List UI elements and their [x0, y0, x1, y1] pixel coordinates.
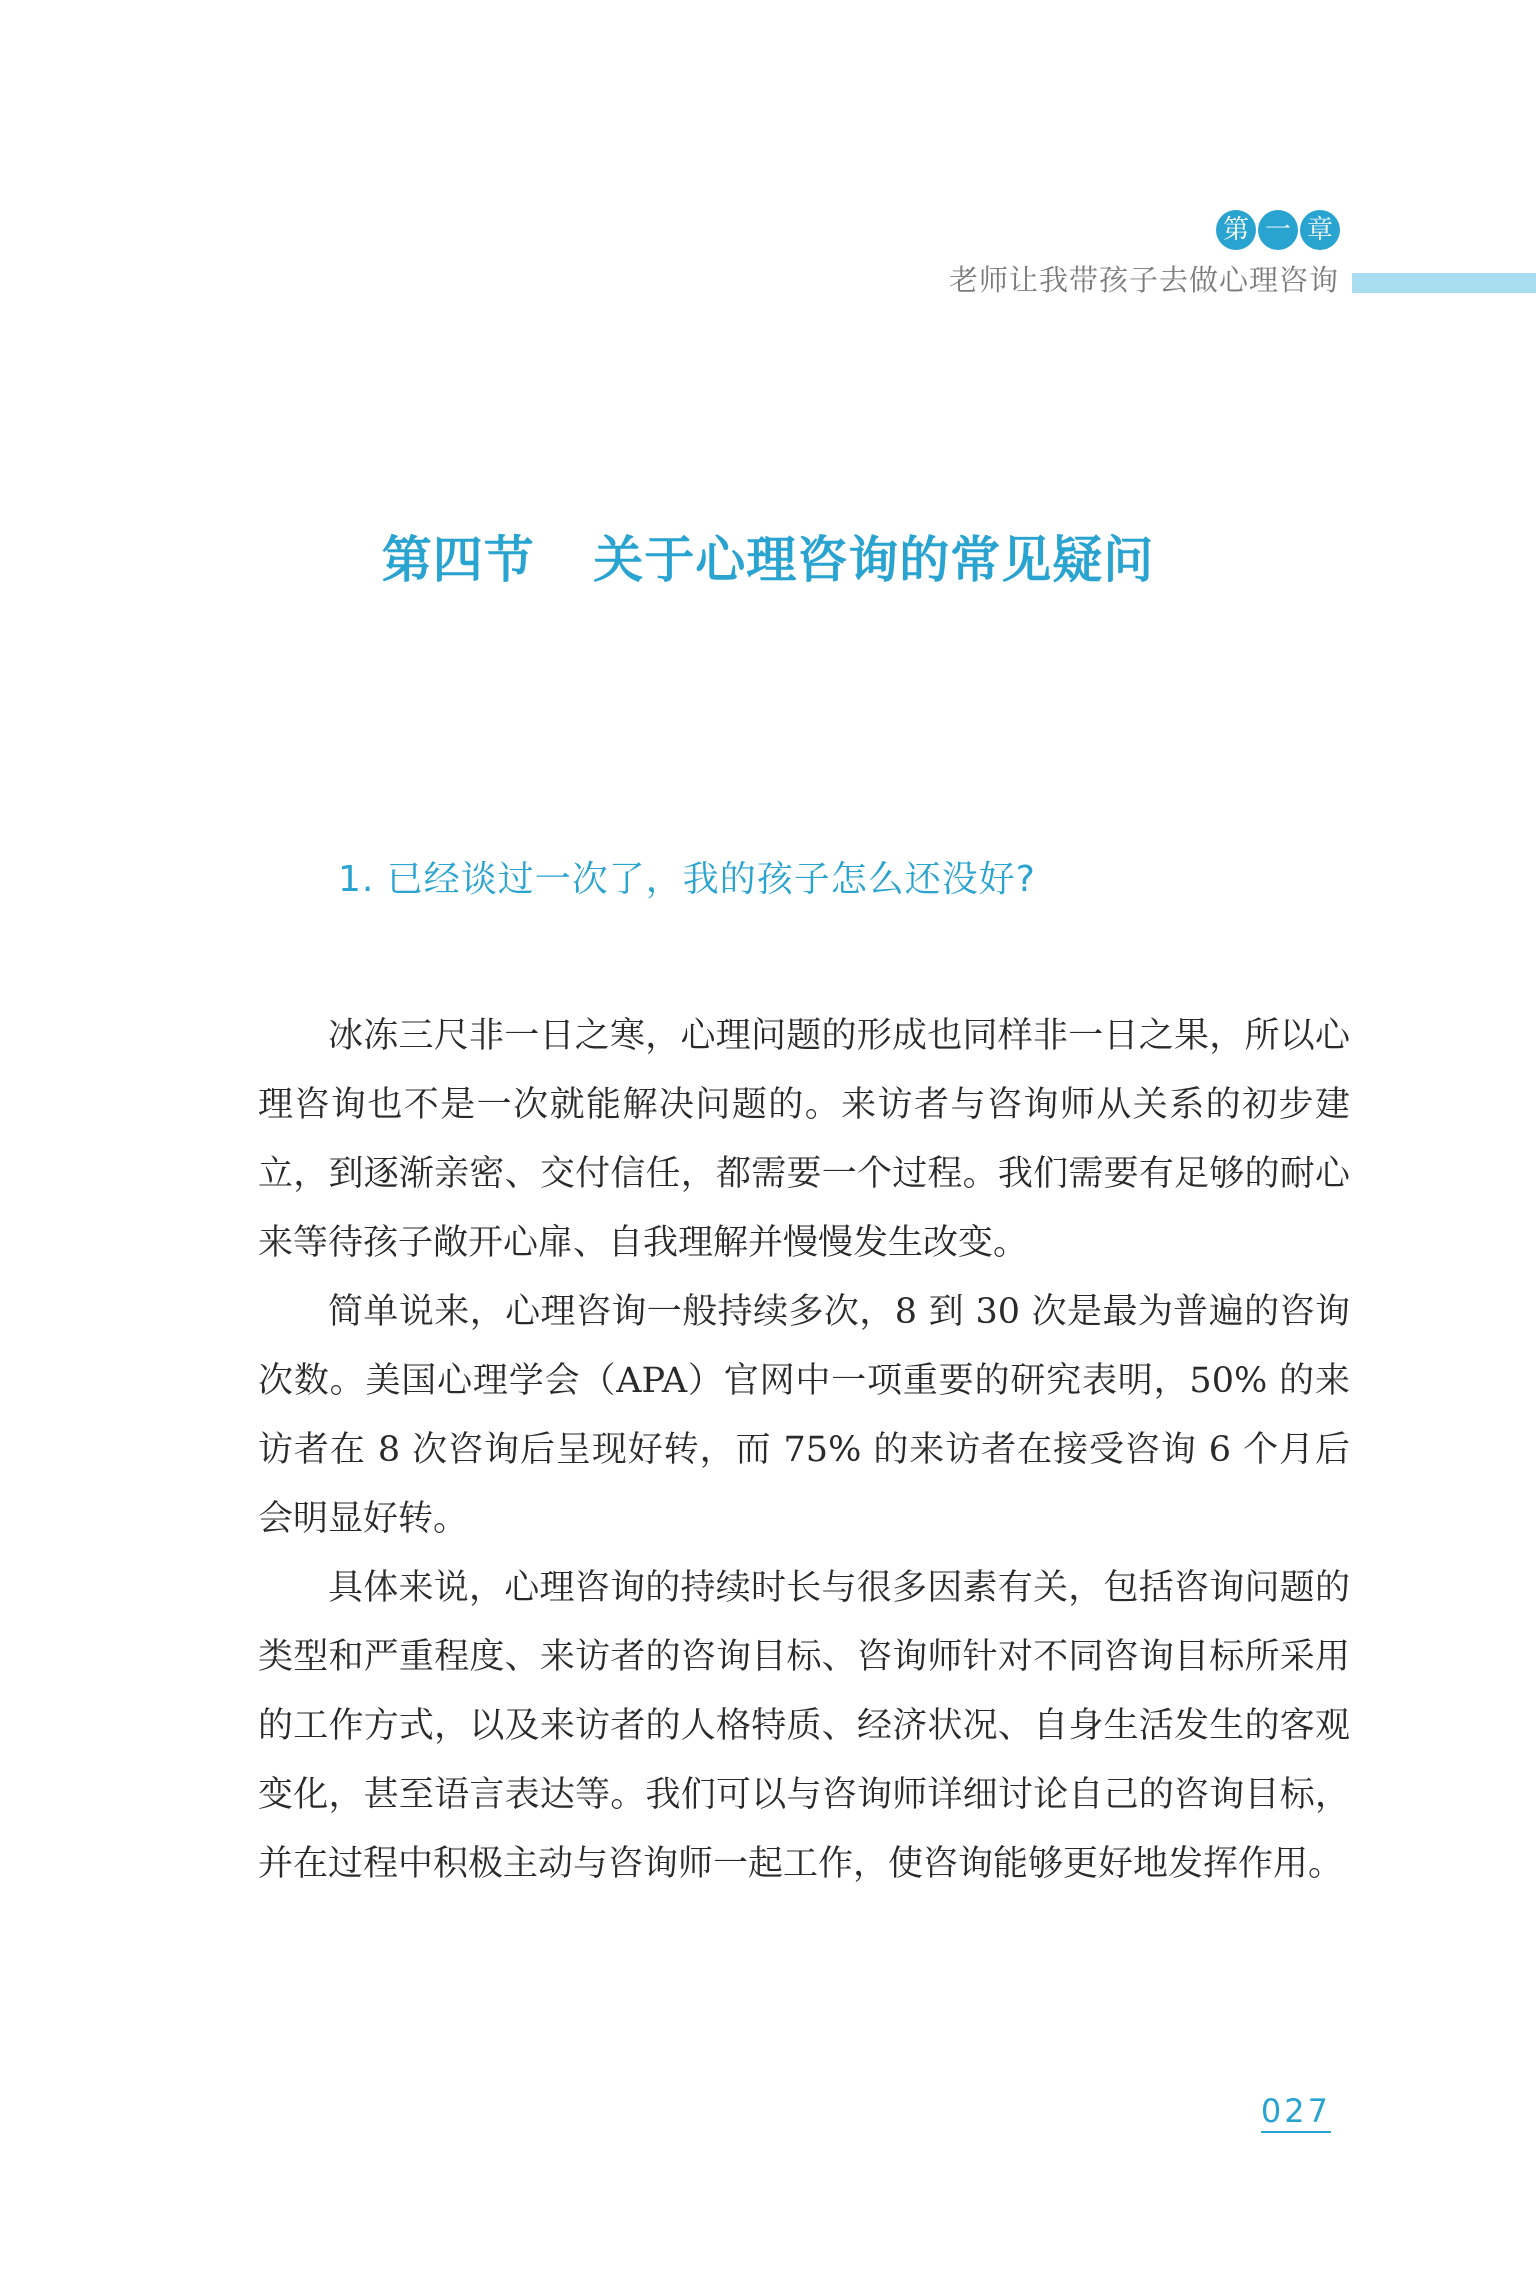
body-paragraph: 具体来说，心理咨询的持续时长与很多因素有关，包括咨询问题的类型和严重程度、来访者的咨询目标、咨询师针对不同咨询目标所采用的工作方式，以及来访者的人格特质、经济状况、自身生活发生的客观变化，甚至语言表达等。我们可以与咨询师详细讨论自己的咨询目标，并在过程中积极主动与咨询师一起工作，使咨询能够更好地发挥作用。: [258, 1568, 1350, 1884]
body-text: [258, 1002, 1350, 1899]
chapter-badge-char: 一: [1258, 210, 1298, 250]
body-paragraph: 冰冻三尺非一日之寒，心理问题的形成也同样非一日之果，所以心理咨询也不是一次就能解决问题的。来访者与咨询师从关系的初步建立，到逐渐亲密、交付信任，都需要一个过程。我们需要有足够的耐心来等待孩子敞开心扉、自我理解并慢慢发生改变。: [258, 1016, 1350, 1263]
chapter-badge-char: 章: [1300, 210, 1340, 250]
page-number: 027: [1261, 2092, 1331, 2133]
running-head: 老师让我带孩子去做心理咨询: [948, 263, 1339, 297]
chapter-badge-char: 第: [1216, 210, 1256, 250]
question-heading: 1. 已经谈过一次了，我的孩子怎么还没好?: [338, 859, 1036, 900]
body-paragraph: 简单说来，心理咨询一般持续多次，8 到 30 次是最为普遍的咨询次数。美国心理学会（APA）官网中一项重要的研究表明，50% 的来访者在 8 次咨询后呈现好转，而 75% 的来访者在接受咨询 6 个月后会明显好转。: [258, 1292, 1350, 1539]
chapter-badge: [1216, 210, 1340, 250]
running-head-bar: [1352, 273, 1536, 293]
section-title: 第四节 关于心理咨询的常见疑问: [381, 531, 1155, 589]
